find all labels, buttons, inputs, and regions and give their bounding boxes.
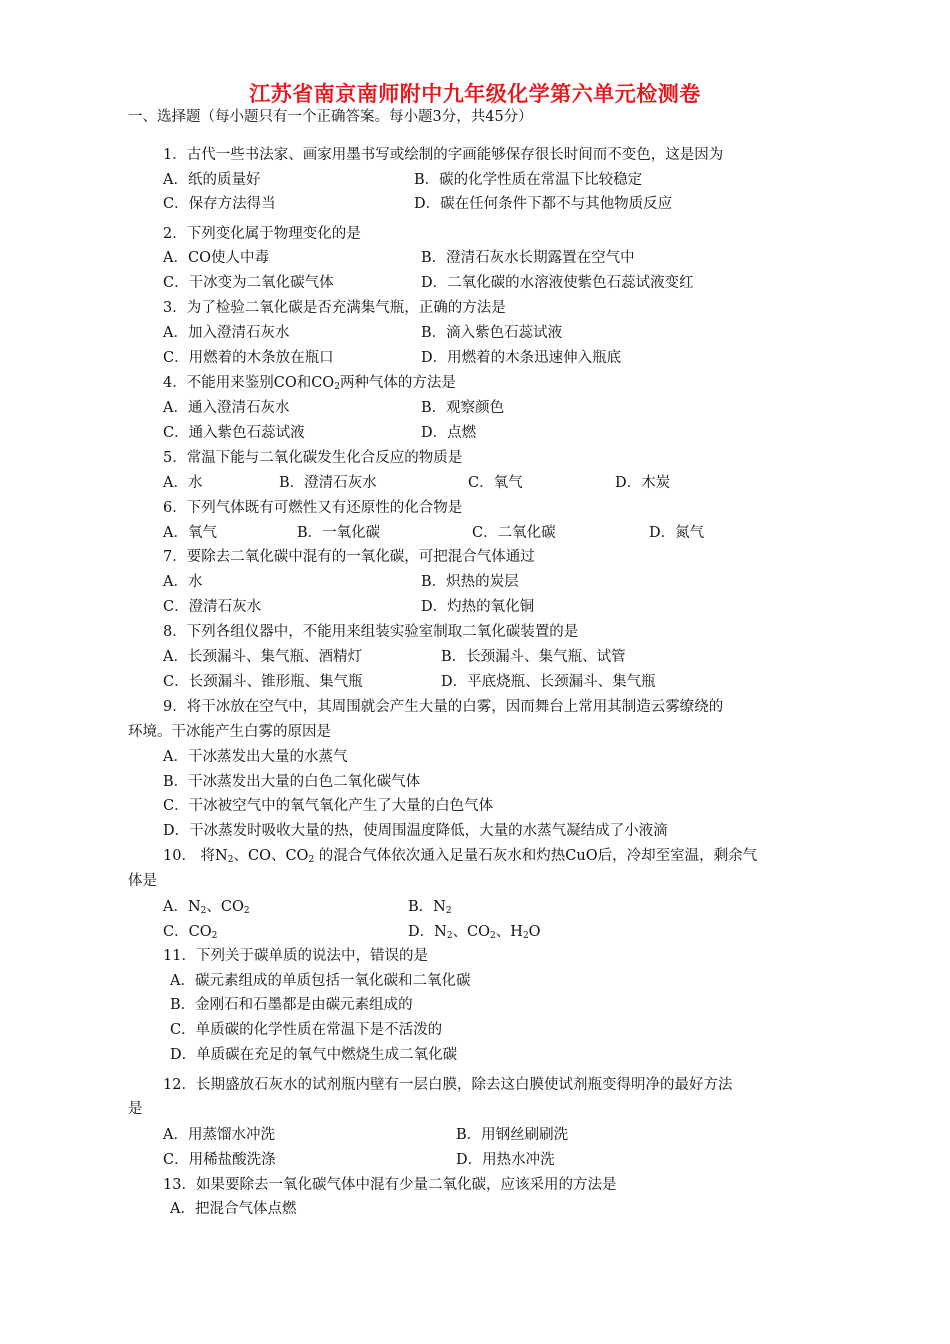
- question-12-stem: 12．长期盛放石灰水的试剂瓶内壁有一层白膜，除去这白膜使试剂瓶变得明净的最好方法: [163, 1077, 733, 1093]
- q11-option-c: C．单质碳的化学性质在常温下是不活泼的: [170, 1022, 443, 1038]
- q4-option-a: A．通入澄清石灰水: [163, 400, 290, 416]
- q3-option-c: C．用燃着的木条放在瓶口: [163, 350, 334, 366]
- q7-option-b: B．炽热的炭层: [421, 574, 519, 590]
- question-11-stem: 11．下列关于碳单质的说法中，错误的是: [163, 948, 428, 964]
- q10-subscript: 2: [227, 855, 234, 865]
- q1-option-c: C．保存方法得当: [163, 196, 276, 212]
- q7-option-d: D．灼热的氧化铜: [421, 599, 535, 615]
- q10-subscript: 2: [200, 906, 207, 916]
- q1-option-d: D．碳在任何条件下都不与其他物质反应: [414, 196, 673, 212]
- q4-stem-text: 4．不能用来鉴别CO和CO: [163, 375, 335, 391]
- q11-option-b: B．金刚石和石墨都是由碳元素组成的: [170, 997, 413, 1013]
- q10-b-text: B．N: [408, 899, 446, 915]
- question-8-stem: 8．下列各组仪器中，不能用来组装实验室制取二氧化碳装置的是: [163, 624, 579, 640]
- question-2-stem: 2．下列变化属于物理变化的是: [163, 226, 361, 242]
- q3-option-a: A．加入澄清石灰水: [163, 325, 290, 341]
- q1-option-a: A．纸的质量好: [163, 172, 261, 188]
- q10-subscript: 2: [445, 906, 452, 916]
- q10-subscript: 2: [522, 931, 529, 941]
- question-5-stem: 5．常温下能与二氧化碳发生化合反应的物质是: [163, 450, 463, 466]
- q4-subscript: 2: [334, 382, 340, 392]
- q10-option-b: [408, 897, 452, 921]
- q4-option-d: D．点燃: [421, 425, 477, 441]
- q6-option-b: B．一氧化碳: [297, 525, 381, 541]
- q6-option-d: D．氮气: [649, 525, 705, 541]
- q10-d-text-mid2: 、H: [495, 924, 523, 940]
- q9-option-c: C．干冰被空气中的氧气氧化产生了大量的白色气体: [163, 798, 494, 814]
- question-1-stem: 1．古代一些书法家、画家用墨书写或绘制的字画能够保存很长时间而不变色，这是因为: [163, 147, 724, 163]
- document-title: 江苏省南京南师附中九年级化学第六单元检测卷: [249, 82, 701, 106]
- q10-d-text-mid: 、CO: [452, 924, 491, 940]
- q3-option-b: B．滴入紫色石蕊试液: [421, 325, 563, 341]
- q12-option-a: A．用蒸馏水冲洗: [163, 1127, 275, 1143]
- q5-option-b: B．澄清石灰水: [279, 475, 377, 491]
- q2-option-a: A．CO使人中毒: [163, 250, 269, 266]
- q5-option-d: D．木炭: [615, 475, 671, 491]
- q10-a-text-end: 、CO: [206, 899, 244, 915]
- q11-option-d: D．单质碳在充足的氧气中燃烧生成二氧化碳: [170, 1047, 458, 1063]
- q10-stem-text-end: 的混合气体依次通入足量石灰水和灼热CuO后，冷却至室温，剩余气: [314, 848, 758, 864]
- q7-option-a: A．水: [163, 574, 203, 590]
- q10-subscript: 2: [211, 931, 218, 941]
- q2-option-b: B．澄清石灰水长期露置在空气中: [421, 250, 635, 266]
- question-10-stem-cont: 体是: [128, 873, 157, 889]
- q12-option-d: D．用热水冲洗: [456, 1152, 555, 1168]
- q10-a-text: A．N: [163, 899, 201, 915]
- q2-option-d: D．二氧化碳的水溶液使紫色石蕊试液变红: [421, 275, 694, 291]
- q10-option-c: [163, 922, 217, 946]
- question-9-stem: 9．将干冰放在空气中，其周围就会产生大量的白雾，因而舞台上常用其制造云雾缭绕的: [163, 699, 724, 715]
- q10-subscript: 2: [490, 931, 496, 941]
- q10-c-text: C．CO: [163, 924, 212, 940]
- q11-option-a: A．碳元素组成的单质包括一氧化碳和二氧化碳: [170, 973, 471, 989]
- q12-option-c: C．用稀盐酸洗涤: [163, 1152, 276, 1168]
- q1-option-b: B．碳的化学性质在常温下比较稳定: [414, 172, 643, 188]
- q12-option-b: B．用钢丝刷刷洗: [456, 1127, 569, 1143]
- question-9-stem-cont: 环境。干冰能产生白雾的原因是: [128, 724, 331, 740]
- q2-option-c: C．干冰变为二氧化碳气体: [163, 275, 334, 291]
- q10-subscript: 2: [446, 931, 453, 941]
- q10-subscript: 2: [308, 855, 315, 865]
- question-4-stem: [163, 373, 456, 397]
- q5-option-a: A．水: [163, 475, 203, 491]
- q10-d-text-end: O: [528, 924, 541, 940]
- q8-option-c: C．长颈漏斗、锥形瓶、集气瓶: [163, 674, 363, 690]
- q10-stem-text-mid: 、CO、CO: [233, 848, 309, 864]
- q4-option-b: B．观察颜色: [421, 400, 505, 416]
- q10-option-a: [163, 897, 250, 921]
- q3-option-d: D．用燃着的木条迅速伸入瓶底: [421, 350, 622, 366]
- q9-option-b: B．干冰蒸发出大量的白色二氧化碳气体: [163, 774, 421, 790]
- question-7-stem: 7．要除去二氧化碳中混有的一氧化碳，可把混合气体通过: [163, 549, 535, 565]
- question-3-stem: 3．为了检验二氧化碳是否充满集气瓶，正确的方法是: [163, 300, 506, 316]
- q10-subscript: 2: [243, 906, 250, 916]
- q10-d-text: D．N: [408, 924, 447, 940]
- q9-option-a: A．干冰蒸发出大量的水蒸气: [163, 749, 348, 765]
- q7-option-c: C．澄清石灰水: [163, 599, 262, 615]
- q4-stem-text-end: 两种气体的方法是: [339, 375, 456, 391]
- q8-option-b: B．长颈漏斗、集气瓶、试管: [441, 649, 626, 665]
- q8-option-d: D．平底烧瓶、长颈漏斗、集气瓶: [441, 674, 656, 690]
- q4-option-c: C．通入紫色石蕊试液: [163, 425, 305, 441]
- section-heading: 一、选择题（每小题只有一个正确答案。每小题3分，共45分）: [128, 109, 533, 125]
- question-12-stem-cont: 是: [128, 1101, 143, 1117]
- question-13-stem: 13．如果要除去一氧化碳气体中混有少量二氧化碳，应该采用的方法是: [163, 1177, 617, 1193]
- q5-option-c: C．氧气: [468, 475, 523, 491]
- q6-option-c: C．二氧化碳: [472, 525, 556, 541]
- q10-stem-text: 10． 将N: [163, 848, 228, 864]
- question-10-stem: [163, 846, 757, 870]
- question-6-stem: 6．下列气体既有可燃性又有还原性的化合物是: [163, 500, 463, 516]
- q6-option-a: A．氧气: [163, 525, 217, 541]
- q9-option-d: D．干冰蒸发时吸收大量的热，使周围温度降低，大量的水蒸气凝结成了小液滴: [163, 823, 668, 839]
- q10-option-d: [408, 922, 541, 946]
- q13-option-a: A．把混合气体点燃: [170, 1201, 297, 1217]
- q8-option-a: A．长颈漏斗、集气瓶、酒精灯: [163, 649, 362, 665]
